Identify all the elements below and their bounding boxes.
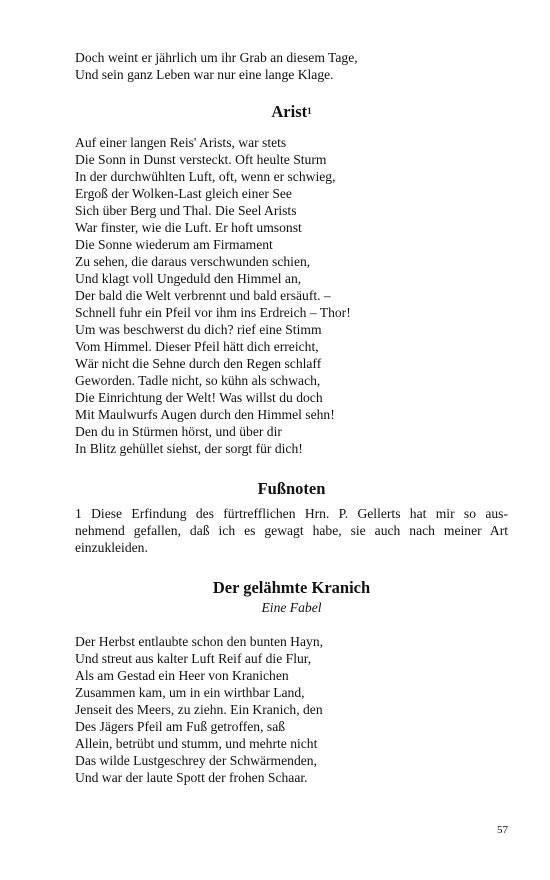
verse-line: Auf einer langen Reis' Arists, war stets: [75, 135, 287, 150]
verse-line: Die Sonne wiederum am Firmament: [75, 237, 273, 252]
verse-line: In Blitz gehüllet siehst, der sorgt für dich!: [75, 441, 303, 456]
verse-line: Und sein ganz Leben war nur eine lange Klage.: [75, 67, 334, 82]
verse-line: Zusammen kam, um in ein wirthbar Land,: [75, 685, 305, 700]
footnotes-heading: Fußnoten: [257, 479, 326, 498]
verse-line: Doch weint er jährlich um ihr Grab an diesem Tage,: [75, 50, 358, 65]
verse-line: Und streut aus kalter Luft Reif auf die Flur,: [75, 651, 312, 666]
poem-subtitle: Eine Fabel: [261, 600, 322, 615]
verse-line: Schnell fuhr ein Pfeil vor ihm ins Erdreich – Thor!: [75, 305, 351, 320]
footnote-line: einzukleiden.: [75, 540, 148, 555]
verse-line: Und war der laute Spott der frohen Schaar.: [75, 770, 308, 785]
verse-line: Den du in Stürmen hörst, und über dir: [75, 424, 282, 439]
footnote-line: 1 Diese Erfindung des fürtrefflichen Hrn. P. Gellerts hat mir so aus-: [75, 506, 508, 521]
verse-line: Die Einrichtung der Welt! Was willst du doch: [75, 390, 323, 405]
verse-line: Um was beschwerst du dich? rief eine Stimm: [75, 322, 322, 337]
page-body: [75, 49, 508, 786]
verse-line: Vom Himmel. Dieser Pfeil hätt dich erreicht,: [75, 339, 319, 354]
verse-line: Der bald die Welt verbrennt und bald ersäuft. –: [75, 288, 331, 303]
verse-line: Wär nicht die Sehne durch den Regen schlaff: [75, 356, 322, 371]
verse-line: Und klagt voll Ungeduld den Himmel an,: [75, 271, 302, 286]
poem-kranich-stanza: [75, 633, 508, 786]
verse-line: Mit Maulwurfs Augen durch den Himmel sehn!: [75, 407, 335, 422]
verse-line: In der durchwühlten Luft, oft, wenn er schwieg,: [75, 169, 336, 184]
verse-line: Des Jägers Pfeil am Fuß getroffen, saß: [75, 719, 286, 734]
footnote-marker: 1: [307, 106, 312, 116]
footnote-text: [75, 505, 508, 556]
verse-line: Die Sonn in Dunst versteckt. Oft heulte Sturm: [75, 152, 327, 167]
verse-line: Zu sehen, die daraus verschwunden schien,: [75, 254, 311, 269]
poem-title-text: Arist: [271, 102, 308, 121]
verse-line: Der Herbst entlaubte schon den bunten Hayn,: [75, 634, 324, 649]
poem-title-kranich: Der gelähmte Kranich: [212, 578, 371, 597]
verse-line: Jenseit des Meers, zu ziehn. Ein Kranich, den: [75, 702, 323, 717]
verse-line: Das wilde Lustgeschrey der Schwärmenden,: [75, 753, 317, 768]
poem-arist-stanza: [75, 134, 508, 457]
verse-line: Geworden. Tadle nicht, so kühn als schwach,: [75, 373, 321, 388]
verse-line: Ergoß der Wolken-Last gleich einer See: [75, 186, 292, 201]
verse-line: War finster, wie die Luft. Er hoft umsonst: [75, 220, 302, 235]
verse-line: Allein, betrübt und stumm, und mehrte nicht: [75, 736, 318, 751]
verse-line: Sich über Berg und Thal. Die Seel Arists: [75, 203, 297, 218]
footnote-line: nehmend gefallen, daß ich es gewagt habe, sie auch nach meiner Art: [75, 523, 508, 538]
top-verse: [75, 49, 508, 83]
page-number: 57: [497, 824, 508, 836]
verse-line: Als am Gestad ein Heer von Kranichen: [75, 668, 289, 683]
poem-title-arist: [75, 102, 508, 122]
